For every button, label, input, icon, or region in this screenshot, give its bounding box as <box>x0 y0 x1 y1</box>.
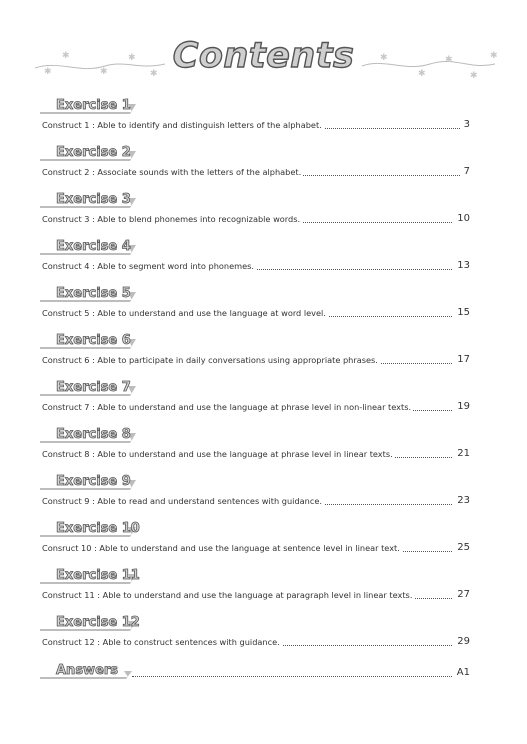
page-number: 17 <box>453 354 470 365</box>
answers-label: Answers <box>56 663 119 678</box>
answers-entry <box>40 663 470 683</box>
toc-entry <box>40 98 470 138</box>
svg-text:✱: ✱ <box>128 53 136 63</box>
page-title: Contents <box>172 36 355 76</box>
exercise-label: Exercise 5 <box>56 286 131 301</box>
toc-entry <box>40 145 470 185</box>
svg-text:✱: ✱ <box>418 69 426 79</box>
toc-entry <box>40 427 470 467</box>
svg-text:✱: ✱ <box>490 51 498 61</box>
exercise-tab <box>46 239 141 257</box>
construct-description: Construct 6 : Able to participate in daily conversations using appropriate phrases. <box>42 355 378 365</box>
svg-text:✱: ✱ <box>445 55 453 65</box>
page-number: 29 <box>453 636 470 647</box>
toc-entry <box>40 380 470 420</box>
page-number: 3 <box>460 119 470 130</box>
page-number: 7 <box>460 166 470 177</box>
toc-entry <box>40 474 470 514</box>
exercise-tab <box>46 145 141 163</box>
exercise-tab <box>46 286 141 304</box>
exercise-label: Exercise 3 <box>56 192 131 207</box>
toc-entry <box>40 615 470 655</box>
construct-description: Construct 2 : Associate sounds with the letters of the alphabet. <box>42 167 302 177</box>
exercise-tab <box>46 333 141 351</box>
toc-entry <box>40 192 470 232</box>
svg-text:✱: ✱ <box>44 67 52 77</box>
svg-text:✱: ✱ <box>62 51 70 61</box>
exercise-label: Exercise 11 <box>56 568 140 583</box>
page-number: 23 <box>453 495 470 506</box>
construct-description: Construct 11 : Able to understand and use the language at paragraph level in linear texts. <box>42 590 413 600</box>
toc-entry <box>40 568 470 608</box>
contents-header <box>0 30 527 90</box>
toc-entry <box>40 239 470 279</box>
svg-text:✱: ✱ <box>380 53 388 63</box>
page-number: 13 <box>453 260 470 271</box>
toc-entry <box>40 333 470 373</box>
answers-tab <box>46 663 131 681</box>
page-number: 19 <box>453 401 470 412</box>
page-number: 25 <box>453 542 470 553</box>
exercise-label: Exercise 8 <box>56 427 131 442</box>
exercise-label: Exercise 10 <box>56 521 140 536</box>
exercise-label: Exercise 6 <box>56 333 131 348</box>
exercise-tab <box>46 192 141 210</box>
construct-description: Construct 1 : Able to identify and distinguish letters of the alphabet. <box>42 120 322 130</box>
exercise-tab <box>46 521 141 539</box>
construct-description: Construct 9 : Able to read and understand sentences with guidance. <box>42 496 322 506</box>
exercise-tab <box>46 615 141 633</box>
construct-description: Construct 3 : Able to blend phonemes into recognizable words. <box>42 214 301 224</box>
page-number: 27 <box>453 589 470 600</box>
page-number: 21 <box>453 448 470 459</box>
exercise-tab <box>46 427 141 445</box>
toc-entry <box>40 286 470 326</box>
exercise-label: Exercise 4 <box>56 239 131 254</box>
exercise-label: Exercise 2 <box>56 145 131 160</box>
toc-entry <box>40 521 470 561</box>
answers-page: A1 <box>453 667 470 678</box>
exercise-label: Exercise 9 <box>56 474 131 489</box>
construct-description: Construct 7 : Able to understand and use the language at phrase level in non-linear texts. <box>42 402 412 412</box>
svg-text:✱: ✱ <box>470 71 478 81</box>
exercise-label: Exercise 7 <box>56 380 131 395</box>
construct-description: Construct 8 : Able to understand and use the language at phrase level in linear texts. <box>42 449 393 459</box>
exercise-label: Exercise 1 <box>56 98 131 113</box>
page-number: 15 <box>453 307 470 318</box>
exercise-tab <box>46 98 141 116</box>
construct-description: Construct 4 : Able to segment word into phonemes. <box>42 261 254 271</box>
exercise-tab <box>46 568 141 586</box>
exercise-label: Exercise 12 <box>56 615 140 630</box>
construct-description: Construct 5 : Able to understand and use the language at word level. <box>42 308 326 318</box>
svg-text:✱: ✱ <box>150 69 158 79</box>
construct-description: Construct 12 : Able to construct sentences with guidance. <box>42 637 280 647</box>
exercise-tab <box>46 474 141 492</box>
svg-text:✱: ✱ <box>100 67 108 77</box>
exercise-tab <box>46 380 141 398</box>
construct-description: Consruct 10 : Able to understand and use the language at sentence level in linear text. <box>42 543 400 553</box>
dot-leader <box>132 668 470 677</box>
page-number: 10 <box>453 213 470 224</box>
